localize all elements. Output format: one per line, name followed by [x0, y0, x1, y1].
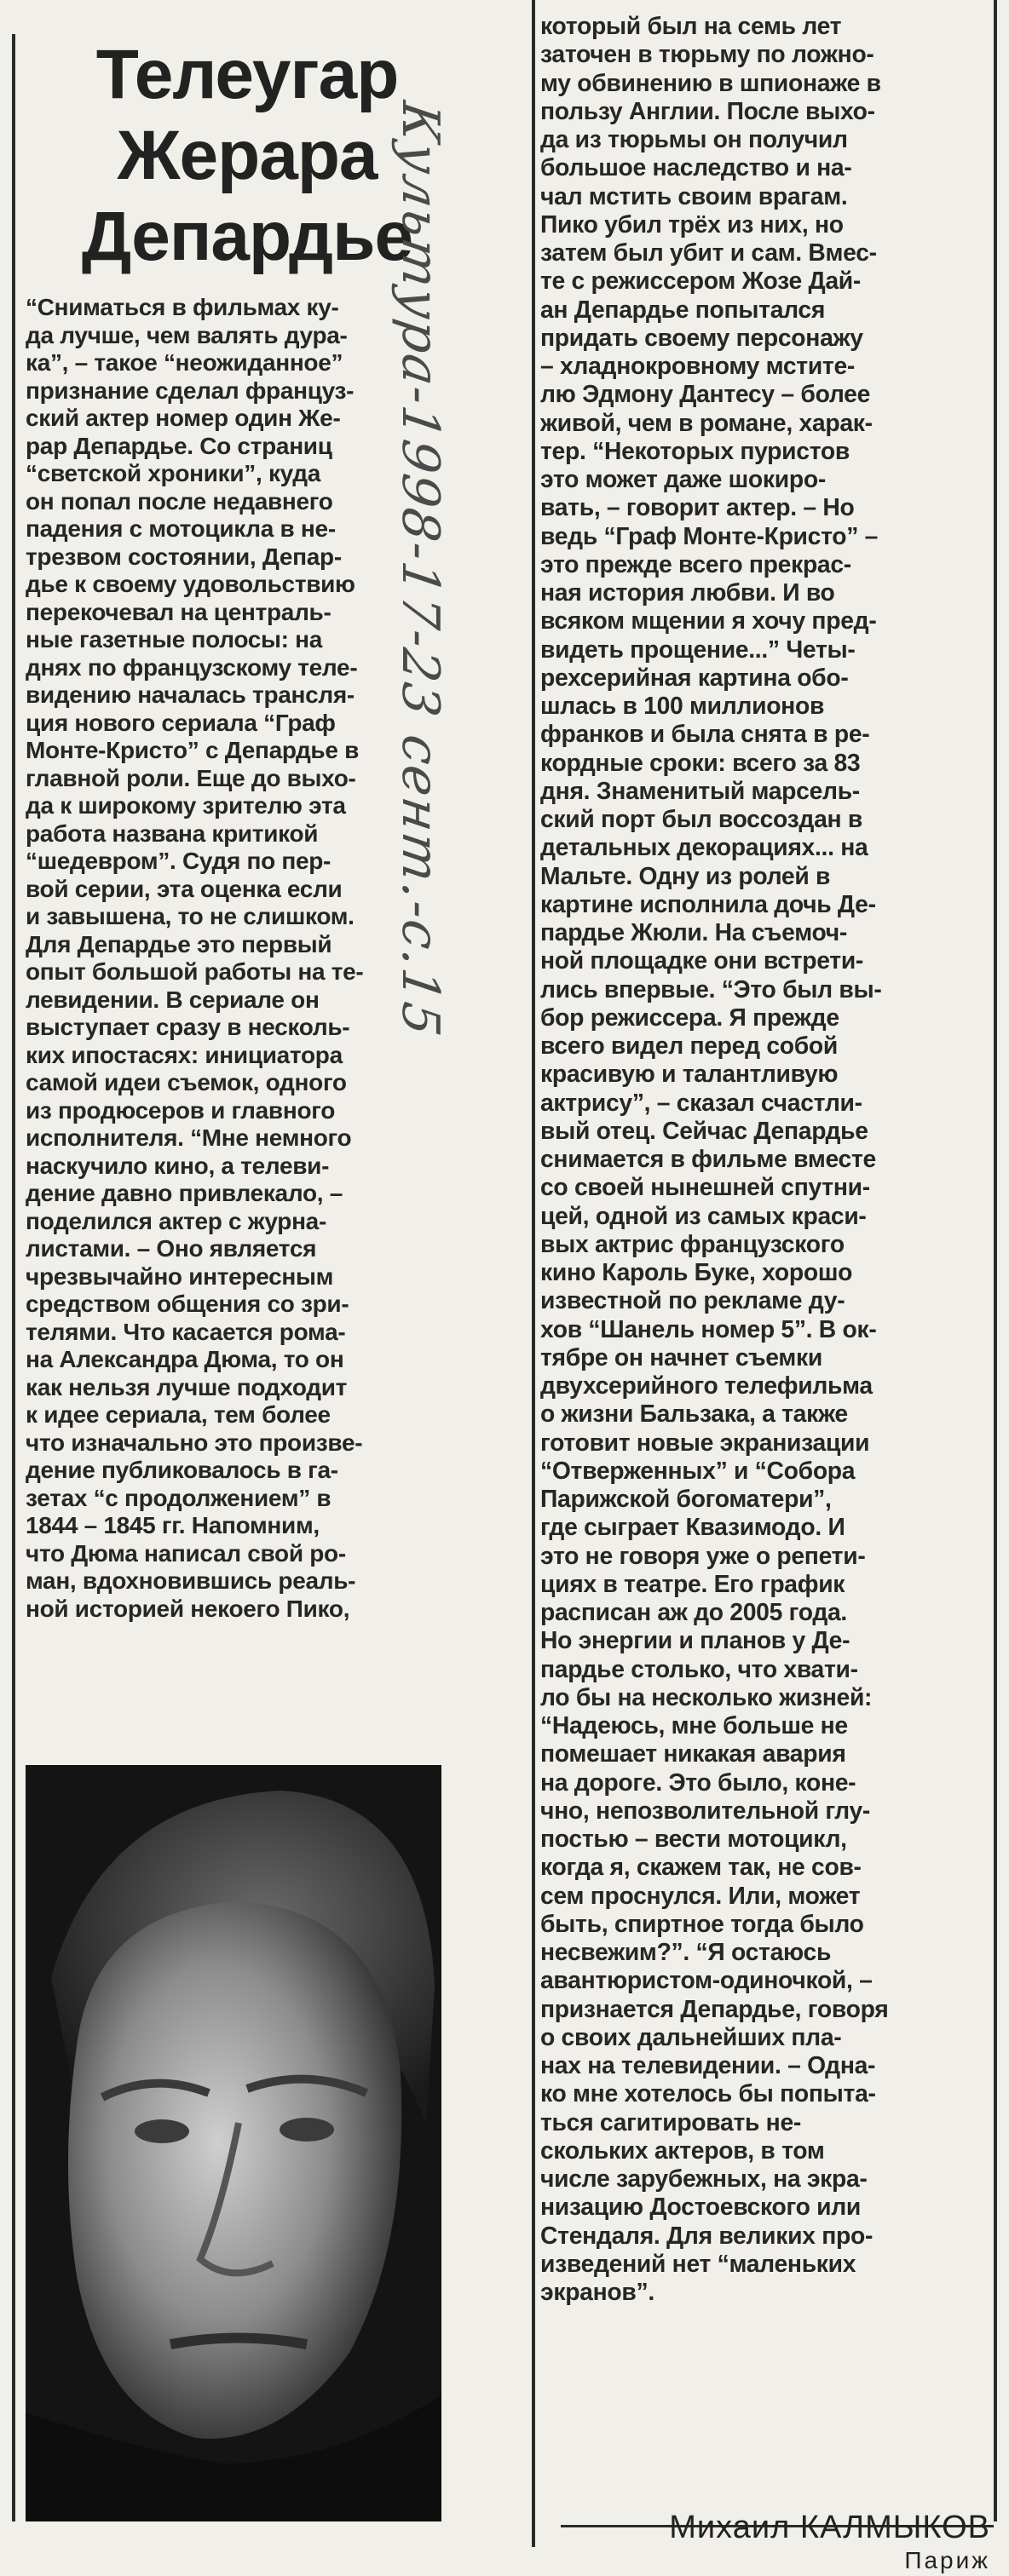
portrait-illustration — [26, 1765, 441, 2521]
author-byline: Михаил КАЛМЫКОВ — [669, 2510, 990, 2545]
left-column-rule — [12, 34, 15, 2521]
headline-line-2: Жерара — [117, 117, 378, 194]
handwritten-archive-note: Культура-1998-17-23 сент.-с.15 — [390, 98, 450, 1042]
headline-line-1: Телеугар — [95, 36, 399, 113]
article-body-left-column: “Сниматься в фильмах ку- да лучше, чем валять дура- ка”, – такое “неожиданное” признание сделал француз- ский актер номер один Же- рар Депардье. Со страниц “светской хроники”, куда он попал после недавнего падения с мотоцикла в не- трезвом состоянии, Депар- дье к своему удовольствию перекочевал на централь- ные газетные полосы: на днях по французскому теле- видению началась трансля- ция нового сериала “Граф Монте-Кристо” с Депардье в главной роли. Еще до выхо- да к широкому зрителю эта работа названа критикой “шедевром”. Судя по пер- вой серии, эта оценка если и завышена, то не слишком. Для Депардье это первый опыт большой работы на те- левидении. В сериале он выступает сразу в несколь- ких ипостасях: инициатора самой идеи съемок, одного из продюсеров и главного исполнителя. “Мне немного наскучило кино, а телеви- дение давно привлекало, – поделился актер с журна- листами. – Оно является чрезвычайно интересным средством общения со зри- телями. Что касается рома- на Александра Дюма, то он как нельзя лучше подходит к идее сериала, тем более что изначально это произве- дение публиковалось в га- зетах “с продолжением” в 1844 – 1845 гг. Напомним, что Дюма написал свой ро- ман, вдохновившись реаль- ной историей некоего Пико, — [26, 294, 364, 1622]
dateline-city: Париж — [904, 2547, 990, 2573]
column-divider — [532, 0, 535, 2547]
article-body-right-column: который был на семь лет заточен в тюрьму по ложно- му обвинению в шпионаже в пользу Англии. После выхо- да из тюрьмы он получил большое наследство и на- чал мстить своим врагам. Пико убил трёх из них, но затем был убит и сам. Вмес- те с режиссером Жозе Дай- ан Депардье попытался придать своему персонажу – хладнокровному мстите- лю Эдмону Дантесу – более живой, чем в романе, харак- тер. “Некоторых пуристов это может даже шокиро- вать, – говорит актер. – Но ведь “Граф Монте-Кристо” – это прежде всего прекрас- ная история любви. И во всяком мщении я хочу пред- видеть прощение...” Четы- рехсерийная картина обо- шлась в 100 миллионов франков и была снята в ре- кордные сроки: всего за 83 дня. Знаменитый марсель- ский порт был воссоздан в детальных декорациях... на Мальте. Одну из ролей в картине исполнила дочь Де- пардье Жюли. На съемоч- ной площадке они встрети- лись впервые. “Это был вы- бор режиссера. Я прежде всего видел перед собой красивую и талантливую актрису”, – сказал счастли- вый отец. Сейчас Депардье снимается в фильме вместе со своей нынешней спутни- цей, одной из самых краси- вых актрис французского кино Кароль Буке, хорошо известной по рекламе ду- хов “Шанель номер 5”. В ок- тябре он начнет съемки двухсерийного телефильма о жизни Бальзака, а также готовит новые экранизации “Отверженных” и “Собора Парижской богоматери”, где сыграет Квазимодо. И это не говоря уже о репети- циях в театре. Его график расписан аж до 2005 года. Но энергии и планов у Де- пардье столько, что хвати- ло бы на несколько жизней: “Надеюсь, мне больше не помешает никакая авария на дороге. Это было, коне- чно, непозволительной глу- постью – вести мотоцикл, когда я, скажем так, не сов- сем проснулся. Или, может быть, спиртное тогда было несвежим?”. “Я остаюсь авантюристом-одиночкой, – признается Депардье, говоря о своих дальнейших пла- нах на телевидении. – Одна- ко мне хотелось бы попыта- ться сагитировать не- скольких актеров, в том числе зарубежных, на экра- низацию Достоевского или Стендаля. Для великих про- изведений нет “маленьких экранов”. — [540, 12, 889, 2305]
right-column-rule — [994, 0, 997, 2521]
actor-portrait-photo — [26, 1765, 441, 2521]
headline-line-3: Депардье — [81, 198, 413, 275]
